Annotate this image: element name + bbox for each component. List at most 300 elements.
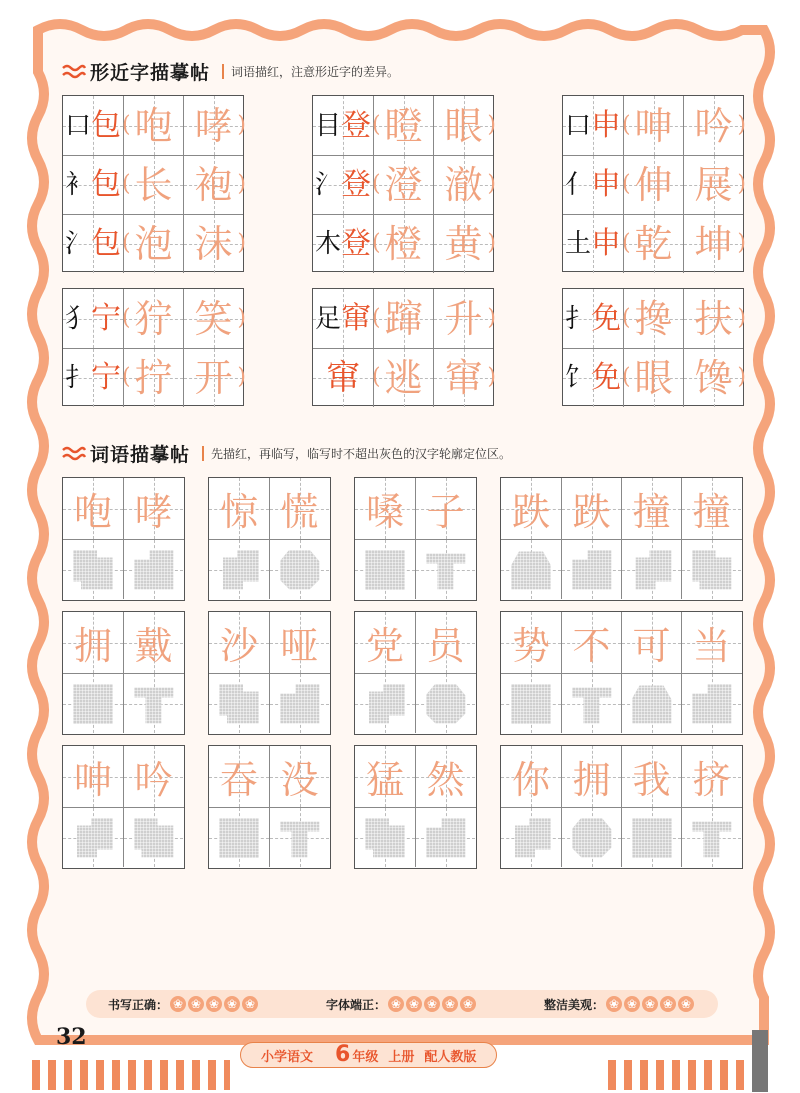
copy-row bbox=[209, 539, 330, 599]
trace-cell[interactable]: ( 橙 bbox=[373, 215, 433, 273]
wave-lines-icon bbox=[62, 64, 86, 80]
trace-char: 拥 bbox=[73, 624, 112, 668]
char-outline-guide bbox=[219, 818, 259, 858]
char-outline-guide bbox=[572, 684, 612, 724]
trace-cell[interactable]: ( 搀 bbox=[623, 289, 683, 348]
trace-cell[interactable] bbox=[415, 746, 475, 807]
copy-row bbox=[355, 807, 476, 867]
section2-desc: 先描红，再临写，临写时不超出灰色的汉字轮廓定位区。 bbox=[211, 447, 512, 461]
copy-row bbox=[209, 807, 330, 867]
word-box bbox=[208, 611, 331, 735]
flower-icon[interactable] bbox=[442, 996, 458, 1012]
copy-cell[interactable] bbox=[415, 674, 475, 733]
copy-cell[interactable] bbox=[269, 674, 329, 733]
char-accent: 免 bbox=[591, 360, 621, 395]
trace-char: 撞 bbox=[692, 490, 731, 534]
section1-title: 形近字描摹帖 bbox=[90, 62, 211, 84]
word-box bbox=[62, 745, 185, 869]
trace-cell[interactable]: 袍 ) bbox=[183, 156, 243, 214]
trace-cell[interactable] bbox=[501, 478, 561, 539]
trace-char: 笑 bbox=[194, 296, 233, 341]
trace-char: 势 bbox=[511, 624, 550, 668]
model-cell bbox=[563, 289, 623, 348]
char-radical: 土 bbox=[564, 229, 591, 259]
trace-row bbox=[313, 96, 496, 155]
trace-char: 没 bbox=[280, 758, 319, 802]
section1-desc: 词语描红，注意形近字的差异。 bbox=[231, 65, 400, 79]
trace-char: 扶 bbox=[694, 296, 733, 341]
trace-cell[interactable]: ( 咆 bbox=[123, 96, 183, 155]
char-outline-guide bbox=[632, 818, 672, 858]
page-number: 32 bbox=[56, 1024, 87, 1050]
trace-group-3 bbox=[562, 95, 744, 272]
trace-char: 我 bbox=[632, 758, 671, 802]
char-outline-guide bbox=[511, 550, 551, 590]
copy-cell[interactable] bbox=[123, 808, 183, 867]
model-cell bbox=[63, 289, 123, 348]
trace-row bbox=[563, 289, 746, 348]
trace-cell[interactable]: 眼 ) bbox=[433, 96, 493, 155]
copy-row bbox=[501, 673, 742, 733]
trace-char: 惊 bbox=[219, 490, 258, 534]
char-outline-guide bbox=[134, 684, 174, 724]
trace-row bbox=[313, 214, 496, 273]
trace-char: 眼 bbox=[634, 356, 673, 400]
copy-cell[interactable] bbox=[561, 540, 621, 599]
char-accent: 登 bbox=[341, 226, 371, 261]
trace-char: 拧 bbox=[134, 356, 173, 400]
char-outline-guide bbox=[632, 684, 672, 724]
char-outline-guide bbox=[73, 818, 113, 858]
model-cell bbox=[313, 215, 373, 273]
trace-cell[interactable]: ( 蹿 bbox=[373, 289, 433, 348]
char-outline-guide bbox=[280, 550, 320, 590]
char-outline-guide bbox=[280, 684, 320, 724]
model-cell bbox=[313, 156, 373, 214]
trace-cell[interactable] bbox=[681, 746, 741, 807]
trace-char: 哑 bbox=[280, 624, 319, 668]
trace-cell[interactable]: 坤 ) bbox=[683, 215, 743, 273]
trace-cell[interactable] bbox=[561, 478, 621, 539]
char-outline-guide bbox=[572, 550, 612, 590]
trace-cell[interactable]: ( 拧 bbox=[123, 349, 183, 407]
trace-char: 子 bbox=[426, 490, 465, 534]
copy-cell[interactable] bbox=[63, 540, 123, 599]
trace-char: 吟 bbox=[694, 103, 733, 148]
rating-label: 字体端正： bbox=[325, 997, 386, 1012]
trace-cell[interactable] bbox=[63, 746, 123, 807]
trace-cell[interactable] bbox=[123, 478, 183, 539]
trace-cell[interactable] bbox=[561, 612, 621, 673]
trace-char: 党 bbox=[365, 624, 404, 668]
char-accent: 窜 bbox=[341, 300, 371, 336]
trace-cell[interactable]: 扶 ) bbox=[683, 289, 743, 348]
trace-cell[interactable] bbox=[63, 612, 123, 673]
trace-row bbox=[63, 348, 246, 407]
copy-cell[interactable] bbox=[681, 540, 741, 599]
book-subject: 小学语文 bbox=[261, 1049, 314, 1065]
copy-cell[interactable] bbox=[209, 540, 269, 599]
word-box bbox=[354, 611, 477, 735]
copy-row bbox=[355, 539, 476, 599]
copy-cell[interactable] bbox=[621, 808, 681, 867]
copy-row bbox=[501, 539, 742, 599]
char-outline-guide bbox=[511, 818, 551, 858]
model-cell bbox=[63, 156, 123, 214]
trace-cell[interactable] bbox=[415, 612, 475, 673]
copy-cell[interactable] bbox=[355, 808, 415, 867]
trace-cell[interactable] bbox=[269, 478, 329, 539]
trace-group-1 bbox=[62, 95, 244, 272]
flower-icon[interactable] bbox=[660, 996, 676, 1012]
char-outline-guide bbox=[692, 684, 732, 724]
copy-cell[interactable] bbox=[209, 808, 269, 867]
char-radical: 木 bbox=[314, 229, 341, 259]
flower-icon[interactable] bbox=[242, 996, 258, 1012]
char-accent: 包 bbox=[91, 107, 121, 143]
section-divider bbox=[222, 64, 224, 79]
trace-char: 慌 bbox=[280, 490, 319, 534]
copy-cell[interactable] bbox=[561, 674, 621, 733]
flower-icon[interactable] bbox=[624, 996, 640, 1012]
trace-cell[interactable]: 吟 ) bbox=[683, 96, 743, 155]
rating-clean-beautiful bbox=[544, 996, 696, 1013]
trace-char: 窜 bbox=[444, 356, 483, 400]
trace-cell[interactable] bbox=[501, 746, 561, 807]
trace-char: 咆 bbox=[134, 103, 173, 148]
book-edition: 配人教版 bbox=[424, 1049, 477, 1065]
copy-cell[interactable] bbox=[681, 808, 741, 867]
trace-cell[interactable]: ( 呻 bbox=[623, 96, 683, 155]
trace-cell[interactable]: ( 乾 bbox=[623, 215, 683, 273]
copy-row bbox=[209, 673, 330, 733]
trace-row bbox=[313, 348, 496, 407]
flower-icon[interactable] bbox=[206, 996, 222, 1012]
trace-row bbox=[209, 478, 330, 539]
flower-icon[interactable] bbox=[460, 996, 476, 1012]
trace-cell[interactable] bbox=[621, 612, 681, 673]
char-accent: 窜 bbox=[326, 358, 360, 398]
trace-cell[interactable] bbox=[501, 612, 561, 673]
word-box bbox=[62, 477, 185, 601]
copy-cell[interactable] bbox=[63, 808, 123, 867]
copy-cell[interactable] bbox=[501, 674, 561, 733]
trace-cell[interactable]: ( 泡 bbox=[123, 215, 183, 273]
trace-char: 你 bbox=[511, 758, 550, 802]
trace-char: 戴 bbox=[134, 624, 173, 668]
trace-char: 黄 bbox=[444, 222, 483, 266]
copy-cell[interactable] bbox=[415, 540, 475, 599]
trace-cell[interactable]: ( 狞 bbox=[123, 289, 183, 348]
trace-char: 馋 bbox=[694, 356, 733, 400]
char-radical: 扌 bbox=[64, 363, 91, 393]
char-accent: 登 bbox=[341, 167, 371, 202]
book-info-tag bbox=[240, 1042, 497, 1068]
trace-row bbox=[63, 96, 246, 155]
trace-char: 当 bbox=[692, 624, 731, 668]
section2-header bbox=[62, 440, 511, 467]
word-box bbox=[500, 745, 743, 869]
trace-char: 沫 bbox=[194, 222, 233, 266]
char-radical: 氵 bbox=[314, 170, 341, 200]
trace-char: 然 bbox=[426, 758, 465, 802]
copy-cell[interactable] bbox=[681, 674, 741, 733]
trace-row bbox=[313, 155, 496, 214]
trace-cell[interactable]: 哮 ) bbox=[183, 96, 243, 155]
trace-char: 吟 bbox=[134, 758, 173, 802]
trace-row bbox=[563, 214, 746, 273]
book-grade-suffix: 年级 bbox=[352, 1049, 379, 1065]
trace-cell[interactable]: ( 澄 bbox=[373, 156, 433, 214]
char-accent: 登 bbox=[341, 107, 371, 143]
flower-icon[interactable] bbox=[188, 996, 204, 1012]
flower-icon[interactable] bbox=[678, 996, 694, 1012]
trace-char: 撞 bbox=[632, 490, 671, 534]
trace-cell[interactable]: 展 ) bbox=[683, 156, 743, 214]
copy-row bbox=[63, 807, 184, 867]
trace-cell[interactable] bbox=[269, 612, 329, 673]
trace-group-4 bbox=[62, 288, 244, 406]
model-cell bbox=[563, 96, 623, 155]
trace-char: 不 bbox=[572, 624, 611, 668]
char-accent: 申 bbox=[591, 107, 621, 143]
char-radical: 足 bbox=[314, 303, 341, 334]
copy-cell[interactable] bbox=[123, 674, 183, 733]
wave-lines-icon bbox=[62, 446, 86, 462]
word-box bbox=[208, 477, 331, 601]
char-accent: 申 bbox=[591, 226, 621, 261]
trace-char: 狞 bbox=[134, 296, 173, 341]
trace-cell[interactable] bbox=[355, 612, 415, 673]
trace-row bbox=[563, 155, 746, 214]
flower-icon[interactable] bbox=[406, 996, 422, 1012]
flower-icon[interactable] bbox=[388, 996, 404, 1012]
trace-cell[interactable] bbox=[355, 478, 415, 539]
trace-char: 搀 bbox=[634, 296, 673, 341]
trace-char: 澈 bbox=[444, 163, 483, 207]
section-divider bbox=[202, 446, 204, 461]
copy-cell[interactable] bbox=[269, 540, 329, 599]
trace-cell[interactable]: ( 伸 bbox=[623, 156, 683, 214]
char-radical: 目 bbox=[314, 110, 341, 141]
word-box bbox=[500, 611, 743, 735]
trace-cell[interactable]: 升 ) bbox=[433, 289, 493, 348]
rating-font-neat bbox=[326, 996, 478, 1013]
trace-char: 沙 bbox=[219, 624, 258, 668]
trace-char: 伸 bbox=[634, 163, 673, 207]
char-accent: 宁 bbox=[91, 300, 121, 336]
section1-header bbox=[62, 58, 399, 85]
trace-cell[interactable] bbox=[561, 746, 621, 807]
trace-row bbox=[313, 289, 496, 348]
trace-row bbox=[355, 478, 476, 539]
rating-bar bbox=[86, 990, 718, 1018]
word-box bbox=[354, 745, 477, 869]
char-outline-guide bbox=[692, 818, 732, 858]
trace-cell[interactable] bbox=[209, 746, 269, 807]
copy-cell[interactable] bbox=[501, 808, 561, 867]
char-outline-guide bbox=[219, 550, 259, 590]
trace-row bbox=[563, 96, 746, 155]
trace-cell[interactable] bbox=[269, 746, 329, 807]
trace-row bbox=[63, 155, 246, 214]
trace-row bbox=[501, 746, 742, 807]
word-box bbox=[62, 611, 185, 735]
trace-row bbox=[63, 289, 246, 348]
trace-cell[interactable] bbox=[209, 478, 269, 539]
char-outline-guide bbox=[365, 550, 405, 590]
trace-cell[interactable]: 笑 ) bbox=[183, 289, 243, 348]
char-radical: 亻 bbox=[564, 170, 591, 200]
rating-label: 整洁美观： bbox=[543, 997, 604, 1012]
word-box bbox=[208, 745, 331, 869]
copy-cell[interactable] bbox=[209, 674, 269, 733]
model-cell bbox=[563, 156, 623, 214]
char-outline-guide bbox=[365, 818, 405, 858]
trace-char: 袍 bbox=[194, 163, 233, 207]
char-accent: 包 bbox=[91, 226, 121, 261]
trace-cell[interactable]: ( 长 bbox=[123, 156, 183, 214]
copy-cell[interactable] bbox=[415, 808, 475, 867]
copy-row bbox=[501, 807, 742, 867]
trace-group-2 bbox=[312, 95, 494, 272]
trace-cell[interactable]: 馋 ) bbox=[683, 349, 743, 407]
trace-cell[interactable] bbox=[681, 478, 741, 539]
trace-row bbox=[209, 612, 330, 673]
rating-writing-correct bbox=[108, 996, 260, 1013]
flower-icon[interactable] bbox=[606, 996, 622, 1012]
trace-row bbox=[63, 746, 184, 807]
char-outline-guide bbox=[280, 818, 320, 858]
trace-cell[interactable] bbox=[621, 746, 681, 807]
trace-char: 升 bbox=[444, 296, 483, 341]
trace-char: 蹿 bbox=[384, 296, 423, 341]
trace-cell[interactable]: 开 ) bbox=[183, 349, 243, 407]
char-outline-guide bbox=[692, 550, 732, 590]
trace-char: 猛 bbox=[365, 758, 404, 802]
trace-row bbox=[63, 214, 246, 273]
trace-char: 橙 bbox=[384, 222, 423, 266]
book-grade: 6 bbox=[335, 1042, 351, 1067]
flower-icon[interactable] bbox=[224, 996, 240, 1012]
trace-char: 跌 bbox=[572, 490, 611, 534]
trace-cell[interactable] bbox=[209, 612, 269, 673]
trace-char: 乾 bbox=[634, 222, 673, 266]
copy-cell[interactable] bbox=[63, 674, 123, 733]
model-cell bbox=[313, 96, 373, 155]
rating-label: 书写正确： bbox=[108, 997, 169, 1012]
model-cell bbox=[63, 96, 123, 155]
trace-char: 可 bbox=[632, 624, 671, 668]
trace-cell[interactable]: 沫 ) bbox=[183, 215, 243, 273]
model-cell bbox=[563, 215, 623, 273]
flower-icon[interactable] bbox=[642, 996, 658, 1012]
trace-cell[interactable] bbox=[681, 612, 741, 673]
trace-char: 澄 bbox=[384, 163, 423, 207]
trace-cell[interactable]: 黄 ) bbox=[433, 215, 493, 273]
trace-char: 咆 bbox=[73, 490, 112, 534]
copy-cell[interactable] bbox=[621, 674, 681, 733]
copy-cell[interactable] bbox=[621, 540, 681, 599]
trace-cell[interactable]: ( 眼 bbox=[623, 349, 683, 407]
trace-cell[interactable]: ( 瞪 bbox=[373, 96, 433, 155]
char-accent: 申 bbox=[591, 167, 621, 202]
model-cell bbox=[63, 349, 123, 407]
trace-char: 哮 bbox=[134, 490, 173, 534]
trace-char: 逃 bbox=[384, 356, 423, 400]
model-cell bbox=[313, 349, 373, 407]
trace-cell[interactable]: ( 逃 bbox=[373, 349, 433, 407]
copy-cell[interactable] bbox=[269, 808, 329, 867]
copy-cell[interactable] bbox=[501, 540, 561, 599]
trace-char: 挤 bbox=[692, 758, 731, 802]
copy-cell[interactable] bbox=[123, 540, 183, 599]
copy-cell[interactable] bbox=[561, 808, 621, 867]
copy-row bbox=[63, 539, 184, 599]
trace-row bbox=[63, 478, 184, 539]
char-outline-guide bbox=[511, 684, 551, 724]
char-radical: 犭 bbox=[64, 303, 91, 334]
char-accent: 包 bbox=[91, 167, 121, 202]
flower-icon[interactable] bbox=[424, 996, 440, 1012]
copy-row bbox=[63, 673, 184, 733]
trace-char: 嗓 bbox=[365, 490, 404, 534]
trace-char: 哮 bbox=[194, 103, 233, 148]
trace-cell[interactable] bbox=[415, 478, 475, 539]
char-outline-guide bbox=[426, 818, 466, 858]
trace-char: 长 bbox=[134, 163, 173, 207]
char-radical: 口 bbox=[64, 110, 91, 141]
section2-title: 词语描摹帖 bbox=[90, 444, 191, 466]
trace-cell[interactable] bbox=[123, 746, 183, 807]
trace-char: 展 bbox=[694, 163, 733, 207]
trace-char: 吞 bbox=[219, 758, 258, 802]
trace-char: 眼 bbox=[444, 103, 483, 148]
char-outline-guide bbox=[73, 684, 113, 724]
trace-char: 开 bbox=[194, 356, 233, 400]
char-accent: 免 bbox=[591, 300, 621, 336]
trace-cell[interactable] bbox=[355, 746, 415, 807]
copy-cell[interactable] bbox=[355, 674, 415, 733]
trace-cell[interactable]: 窜 ) bbox=[433, 349, 493, 407]
char-outline-guide bbox=[219, 684, 259, 724]
flower-icon[interactable] bbox=[170, 996, 186, 1012]
trace-row bbox=[501, 478, 742, 539]
trace-char: 呻 bbox=[634, 103, 673, 148]
trace-row bbox=[209, 746, 330, 807]
trace-row bbox=[501, 612, 742, 673]
trace-cell[interactable] bbox=[123, 612, 183, 673]
trace-cell[interactable] bbox=[621, 478, 681, 539]
word-box bbox=[500, 477, 743, 601]
char-radical: 氵 bbox=[64, 229, 91, 259]
copy-row bbox=[355, 673, 476, 733]
copy-cell[interactable] bbox=[355, 540, 415, 599]
trace-cell[interactable]: 澈 ) bbox=[433, 156, 493, 214]
model-cell bbox=[63, 215, 123, 273]
char-outline-guide bbox=[426, 684, 466, 724]
char-outline-guide bbox=[134, 550, 174, 590]
trace-row bbox=[355, 746, 476, 807]
book-volume: 上册 bbox=[388, 1049, 415, 1065]
char-outline-guide bbox=[426, 550, 466, 590]
char-outline-guide bbox=[632, 550, 672, 590]
char-outline-guide bbox=[134, 818, 174, 858]
trace-char: 跌 bbox=[511, 490, 550, 534]
trace-cell[interactable] bbox=[63, 478, 123, 539]
char-radical: 口 bbox=[564, 110, 591, 141]
trace-row bbox=[63, 612, 184, 673]
